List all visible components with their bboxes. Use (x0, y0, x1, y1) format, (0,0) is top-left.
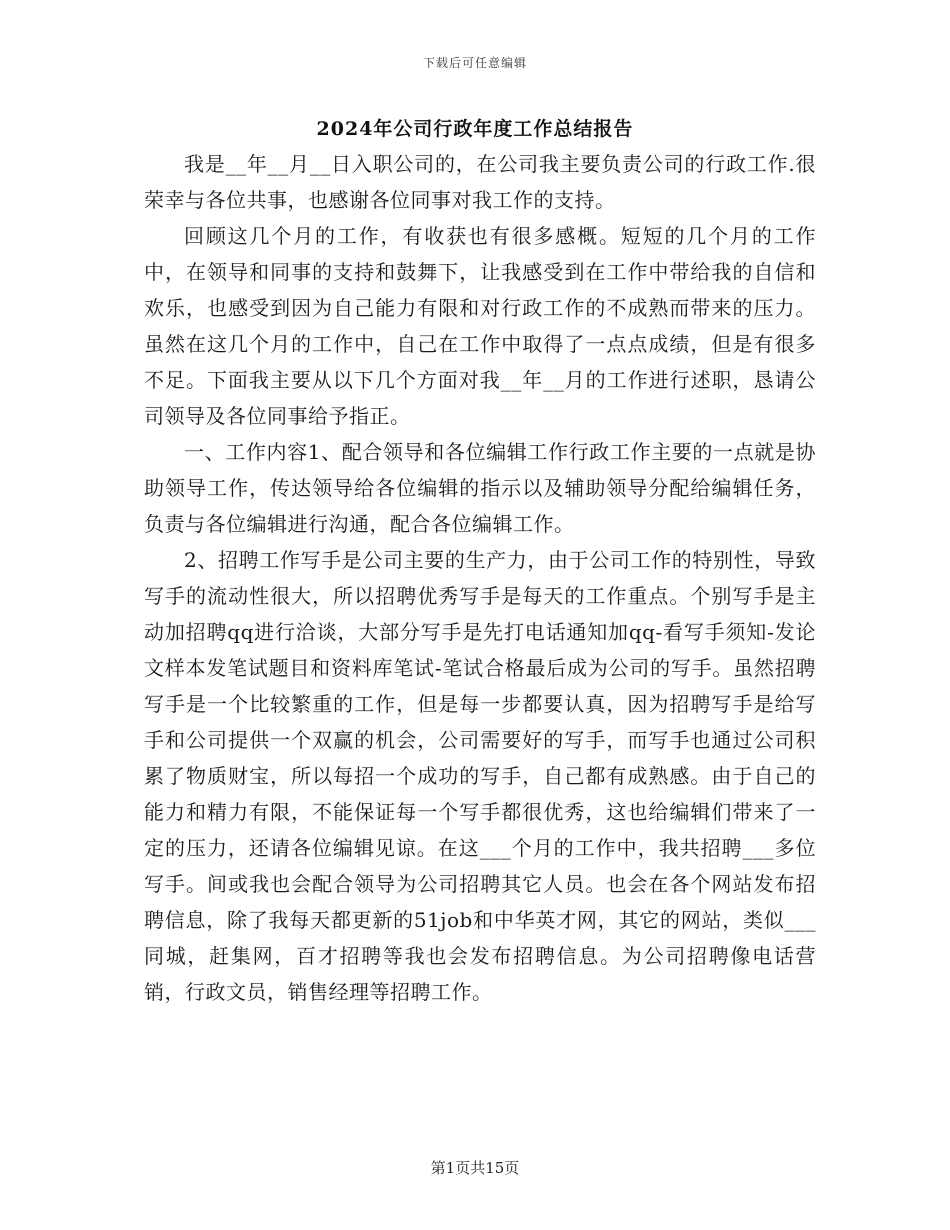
paragraph-work-content: 一、工作内容1、配合领导和各位编辑工作行政工作主要的一点就是协助领导工作，传达领导给各位编辑的指示以及辅助领导分配给编辑任务，负责与各位编辑进行沟通，配合各位编辑工作。 (144, 440, 816, 536)
paragraph-review: 回顾这几个月的工作，有收获也有很多感概。短短的几个月的工作中，在领导和同事的支持和鼓舞下，让我感受到在工作中带给我的自信和欢乐，也感受到因为自己能力有限和对行政工作的不成熟而带来的压力。虽然在这几个月的工作中，自己在工作中取得了一点点成绩，但是有很多不足。下面我主要从以下几个方面对我__年__月的工作进行述职，恳请公司领导及各位同事给予指正。 (144, 224, 816, 428)
header-note: 下载后可任意编辑 (422, 56, 527, 70)
document-body (144, 146, 816, 1010)
paragraph-intro: 我是__年__月__日入职公司的，在公司我主要负责公司的行政工作.很荣幸与各位共事，也感谢各位同事对我工作的支持。 (144, 152, 816, 212)
paragraph-recruitment: 2、招聘工作写手是公司主要的生产力，由于公司工作的特别性，导致写手的流动性很大，所以招聘优秀写手是每天的工作重点。个别写手是主动加招聘qq进行洽谈，大部分写手是先打电话通知加qq-看写手须知-发论文样本发笔试题目和资料库笔试-笔试合格最后成为公司的写手。虽然招聘写手是一个比较繁重的工作，但是每一步都要认真，因为招聘写手是给写手和公司提供一个双赢的机会，公司需要好的写手，而写手也通过公司积累了物质财宝，所以每招一个成功的写手，自己都有成熟感。由于自己的能力和精力有限，不能保证每一个写手都很优秀，这也给编辑们带来了一定的压力，还请各位编辑见谅。在这___个月的工作中，我共招聘___多位写手。间或我也会配合领导为公司招聘其它人员。也会在各个网站发布招聘信息，除了我每天都更新的51job和中华英才网，其它的网站，类似___同城，赶集网，百才招聘等我也会发布招聘信息。为公司招聘像电话营销，行政文员，销售经理等招聘工作。 (144, 548, 816, 1004)
page-number: 第1页共15页 (430, 1159, 520, 1177)
document-title: 2024年公司行政年度工作总结报告 (316, 118, 634, 140)
